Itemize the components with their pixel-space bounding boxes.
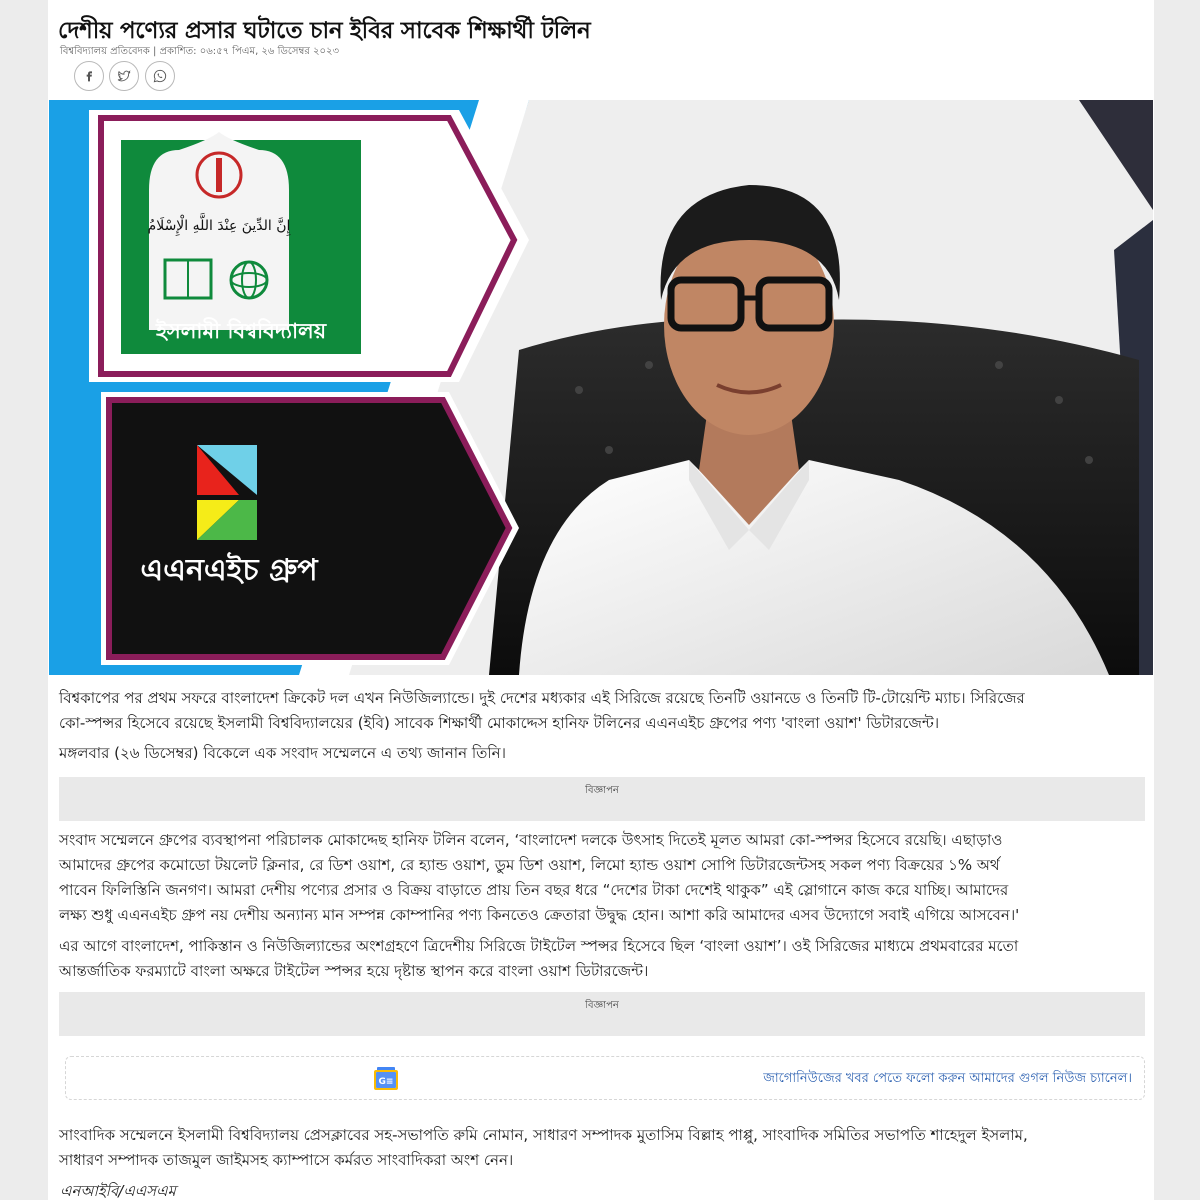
logo-top-text: ইসলামী বিশ্ববিদ্যালয়: [155, 319, 327, 343]
hero-illustration: [49, 100, 1153, 675]
share-twitter-button[interactable]: [109, 61, 139, 91]
google-news-text[interactable]: জাগোনিউজের খবর পেতে ফলো করুন আমাদের গুগল নিউজ চ্যানেল।: [763, 1071, 1132, 1086]
svg-text:G≡: G≡: [378, 1077, 394, 1087]
paragraph-line: আন্তর্জাতিক ফরম্যাটে বাংলা অক্ষরে টাইটেল স্পন্সর হয়ে দৃষ্টান্ত স্থাপন করে বাংলা ওয়াশ ডিটারজেন্ট।: [59, 962, 649, 980]
paragraph-5: [59, 1123, 1149, 1173]
twitter-icon: [116, 68, 132, 84]
paragraph-3: [59, 828, 1149, 928]
ad-slot: [59, 777, 1145, 821]
ad-slot: [59, 992, 1145, 1036]
whatsapp-icon: [152, 68, 168, 84]
paragraph-line: সাংবাদিক সম্মেলনে ইসলামী বিশ্ববিদ্যালয় প্রেসক্লাবের সহ-সভাপতি রুমি নোমান, সাধারণ সম্পাদক মুতাসিম বিল্লাহ পাপ্পু, সাংবাদিক সমিতির সভাপতি শাহেদুল ইসলাম,: [59, 1126, 1028, 1144]
paragraph-line: কো-স্পন্সর হিসেবে রয়েছে ইসলামী বিশ্ববিদ্যালয়ের (ইবি) সাবেক শিক্ষার্থী মোকাদ্দেস হানিফ টলিনের এএনএইচ গ্রুপের পণ্য 'বাংলা ওয়াশ' ডিটারজেন্ট।: [59, 714, 940, 732]
paragraph-line: এর আগে বাংলাদেশ, পাকিস্তান ও নিউজিল্যান্ডের অংশগ্রহণে ত্রিদেশীয় সিরিজে টাইটেল স্পন্সর হিসেবে ছিল ‘বাংলা ওয়াশ’। ওই সিরিজের মাধ্যমে প্রথমবারের মতো: [59, 937, 1019, 955]
article-meta: বিশ্ববিদ্যালয় প্রতিবেদক | প্রকাশিত: ০৬:৫৭ পিএম, ২৬ ডিসেম্বর ২০২৩: [60, 46, 340, 57]
share-whatsapp-button[interactable]: [145, 61, 175, 91]
paragraph-line: পাবেন ফিলিস্তিনি জনগণ। আমরা দেশীয় পণ্যের প্রসার ও বিক্রয় বাড়াতে প্রায় তিন বছর ধরে “দেশের টাকা দেশেই থাকুক” এই স্লোগানে কাজ করে যাচ্ছি। আমাদের: [59, 881, 1009, 899]
ad-label: বিজ্ঞাপন: [585, 1000, 619, 1011]
paragraph-line: আমাদের গ্রুপের কমোডো টয়লেট ক্লিনার, রে ডিশ ওয়াশ, রে হ্যান্ড ওয়াশ, ডুম ডিশ ওয়াশ, লিমো হ্যান্ড ওয়াশ সোপি ডিটারজেন্টসহ সকল পণ্য বিক্রয়ের ১% অর্থ: [59, 856, 1000, 874]
paragraph-1: [59, 686, 1149, 736]
facebook-icon: [81, 68, 97, 84]
ad-label: বিজ্ঞাপন: [585, 785, 619, 796]
paragraph-line: সংবাদ সম্মেলনে গ্রুপের ব্যবস্থাপনা পরিচালক মোকাদ্দেছ হানিফ টলিন বলেন, ‘বাংলাদেশ দলকে উৎসাহ দিতেই মূলত আমরা কো-স্পন্সর হিসেবে রয়েছি। এছাড়াও: [59, 831, 1003, 849]
arabic-calligraphy: إِنَّ الدِّينَ عِنْدَ اللَّهِ الْإِسْلَامُ: [147, 218, 291, 234]
paragraph-2: মঙ্গলবার (২৬ ডিসেম্বর) বিকেলে এক সংবাদ সম্মেলনে এ তথ্য জানান তিনি।: [59, 744, 507, 762]
article-headline: দেশীয় পণ্যের প্রসার ঘটাতে চান ইবির সাবেক শিক্ষার্থী টলিন: [58, 18, 591, 44]
paragraph-line: লক্ষ্য শুধু এএনএইচ গ্রুপ নয় দেশীয় অন্যান্য মান সম্পন্ন কোম্পানির পণ্য কিনতেও ক্রেতারা উদ্বুদ্ধ হোন। আশা করি আমাদের এসব উদ্যোগে সবাই এগিয়ে আসবেন।': [59, 906, 1020, 924]
paragraph-line: বিশ্বকাপের পর প্রথম সফরে বাংলাদেশ ক্রিকেট দল এখন নিউজিল্যান্ডে। দুই দেশের মধ্যকার এই সিরিজে রয়েছে তিনটি ওয়ানডে ও তিনটি টি-টোয়েন্টি ম্যাচ। সিরিজের: [59, 689, 1025, 707]
google-news-follow-link[interactable]: [65, 1056, 1145, 1100]
article-page: [48, 0, 1154, 1200]
hero-image: [49, 100, 1153, 675]
share-facebook-button[interactable]: [74, 61, 104, 91]
logo-bottom-text: এএনএইচ গ্রুপ: [140, 553, 318, 588]
article-byline: এনআইবি/এএসএম: [60, 1182, 176, 1200]
paragraph-4: [59, 934, 1149, 984]
google-news-icon: [373, 1067, 399, 1091]
paragraph-line: সাধারণ সম্পাদক তাজমুল জাইমসহ ক্যাম্পাসে কর্মরত সাংবাদিকরা অংশ নেন।: [59, 1151, 514, 1169]
